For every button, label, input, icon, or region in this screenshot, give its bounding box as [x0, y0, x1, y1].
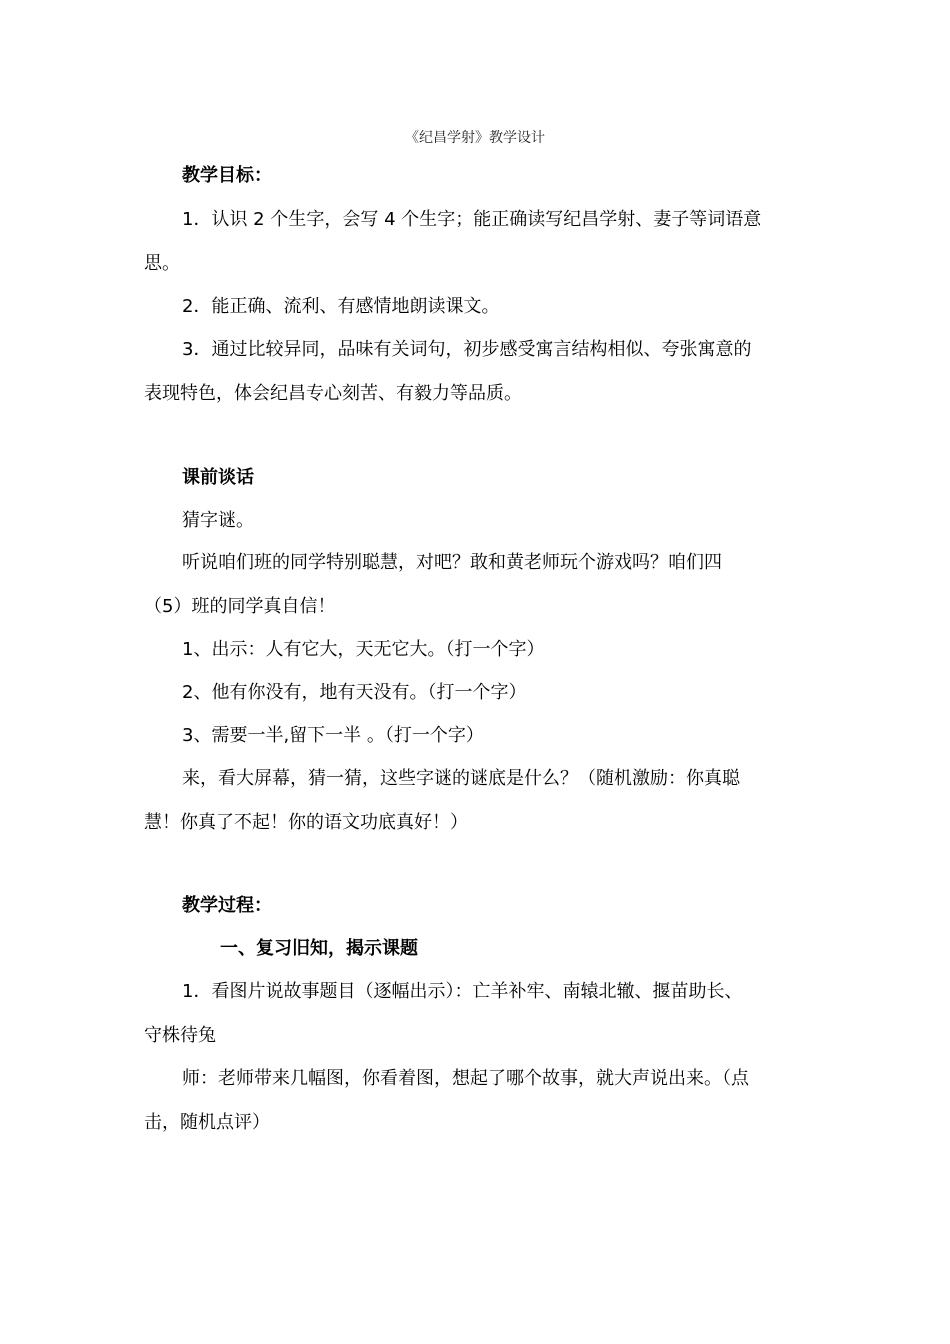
- goal-3-line-a: 3．通过比较异同，品味有关词句，初步感受寓言结构相似、夸张寓意的: [182, 339, 752, 360]
- goal-3-line-b: 表现特色，体会纪昌专心刻苦、有毅力等品质。: [144, 383, 522, 404]
- talk-paragraph-3-line-b: 慧！你真了不起！你的语文功底真好！）: [144, 812, 468, 833]
- goals-heading: 教学目标：: [182, 165, 272, 186]
- talk-paragraph-2-line-b: （5）班的同学真自信！: [144, 596, 336, 617]
- teaching-process-heading: 教学过程：: [182, 895, 272, 916]
- talk-paragraph-2-line-a: 听说咱们班的同学特别聪慧，对吧？敢和黄老师玩个游戏吗？咱们四: [182, 552, 722, 573]
- teacher-note-line-b: 击，随机点评）: [144, 1112, 270, 1133]
- step-1-item-1-line-b: 守株待兔: [144, 1025, 216, 1046]
- talk-paragraph-3-line-a: 来，看大屏幕，猜一猜，这些字谜的谜底是什么？（随机激励：你真聪: [182, 768, 740, 789]
- riddle-3: 3、需要一半,留下一半 。（打一个字）: [182, 725, 484, 746]
- teacher-note-line-a: 师：老师带来几幅图，你看着图，想起了哪个故事，就大声说出来。（点: [182, 1068, 749, 1089]
- goal-1-line-b: 思。: [144, 253, 180, 274]
- talk-paragraph-1: 猜字谜。: [182, 510, 254, 531]
- document-title: 《纪昌学射》教学设计: [405, 130, 545, 146]
- riddle-1: 1、出示：人有它大，天无它大。（打一个字）: [182, 639, 545, 660]
- goal-1-line-a: 1．认识 2 个生字，会写 4 个生字；能正确读写纪昌学射、妻子等词语意: [182, 209, 762, 230]
- step-1-heading: 一、复习旧知，揭示课题: [220, 938, 418, 959]
- step-1-item-1-line-a: 1．看图片说故事题目（逐幅出示）：亡羊补牢、南辕北辙、揠苗助长、: [182, 981, 743, 1002]
- pre-class-talk-heading: 课前谈话: [182, 467, 254, 488]
- riddle-2: 2、他有你没有，地有天没有。（打一个字）: [182, 682, 527, 703]
- goal-2: 2．能正确、流利、有感情地朗读课文。: [182, 296, 500, 317]
